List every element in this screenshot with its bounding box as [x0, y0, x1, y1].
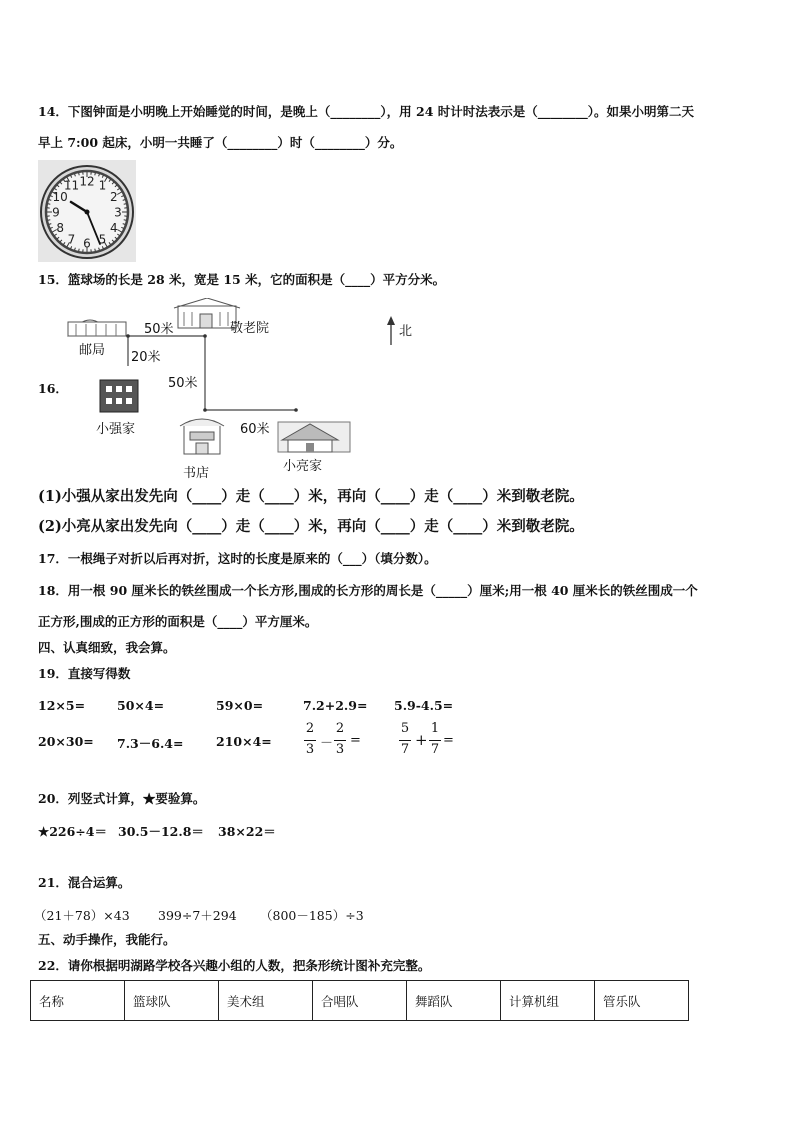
- q20-item-1: ★226÷4＝: [38, 824, 107, 839]
- table-cell: 合唱队: [313, 981, 407, 1021]
- q19-r1-4: 7.2+2.9=: [303, 698, 368, 713]
- clock-number: 4: [109, 221, 118, 235]
- table-row: [31, 981, 689, 1021]
- distance-60m: 60米: [240, 422, 270, 437]
- clock-tick: [124, 204, 126, 205]
- xiaoliang-home-icon: [278, 422, 350, 452]
- distance-50m-top: 50米: [144, 322, 174, 337]
- q16-sub1: (1)小强从家出发先向（____）走（____）米，再向（____）走（____）米到敬老院。: [38, 488, 584, 505]
- north-arrow-icon: [386, 316, 396, 346]
- clock-number: 9: [52, 205, 60, 220]
- table-cell: 名称: [31, 981, 125, 1021]
- q19-r2-1: 20×30=: [38, 734, 94, 749]
- clock-number: 2: [109, 190, 118, 204]
- nursing-home-label: 敬老院: [230, 321, 270, 336]
- table-cell: 舞蹈队: [407, 981, 501, 1021]
- clock-number: 3: [114, 205, 122, 220]
- clock-tick: [79, 249, 80, 251]
- q21-title: 21．混合运算。: [38, 875, 131, 890]
- clock-number: 1: [98, 178, 107, 193]
- xiaoqiang-home-label: 小强家: [96, 422, 136, 437]
- q15-text: 15．篮球场的长是 28 米，宽是 15 米，它的面积是（____）平方分米。: [38, 272, 446, 287]
- q19-r1-5: 5.9-4.5=: [394, 698, 454, 713]
- clock-number: 10: [52, 190, 68, 204]
- q17-text: 17．一根绳子对折以后再对折，这时的长度是原来的（___）（填分数）。: [38, 551, 437, 566]
- q22-title: 22．请你根据明湖路学校各兴趣小组的人数，把条形统计图补充完整。: [38, 958, 431, 973]
- q18-line2: 正方形,围成的正方形的面积是（____）平方厘米。: [38, 614, 318, 629]
- interest-group-table: [30, 980, 689, 1021]
- q19-r2-3: 210×4=: [216, 734, 272, 749]
- clock-image: [38, 160, 136, 262]
- q21-item-2: 399÷7＋294: [158, 908, 237, 923]
- xiaoqiang-home-icon: [100, 380, 138, 412]
- xiaoliang-home-label: 小亮家: [283, 459, 323, 474]
- q16-sub2: (2)小亮从家出发先向（____）走（____）米，再向（____）走（____）米到敬老院。: [38, 518, 584, 535]
- bookstore-icon: [180, 419, 224, 454]
- q18-line1: 18．用一根 90 厘米长的铁丝围成一个长方形,围成的长方形的周长是（_____）厘米;用一根 40 厘米长的铁丝围成一个: [38, 583, 698, 598]
- clock-number: 7: [67, 232, 76, 247]
- clock-tick: [48, 204, 50, 205]
- section5-heading: 五、动手操作，我能行。: [38, 932, 176, 947]
- q21-item-3: （800－185）÷3: [260, 908, 364, 923]
- clock-tick: [95, 173, 96, 175]
- plus-op: +: [415, 731, 428, 749]
- table-cell: 篮球队: [125, 981, 219, 1021]
- clock-number: 8: [56, 221, 65, 235]
- q20-title: 20．列竖式计算，★要验算。: [38, 791, 206, 806]
- clock-number: 11: [63, 178, 80, 193]
- q19-title: 19．直接写得数: [38, 666, 131, 681]
- equals-1: =: [350, 733, 361, 748]
- clock-tick: [95, 249, 96, 251]
- q20-item-2: 30.5－12.8＝: [118, 824, 204, 839]
- distance-20m: 20米: [131, 350, 161, 365]
- section4-heading: 四、认真细致，我会算。: [38, 640, 176, 655]
- minus-op: －: [320, 736, 334, 751]
- equals-2: =: [443, 733, 454, 748]
- post-office-label: 邮局: [79, 343, 106, 358]
- table-cell: 美术组: [219, 981, 313, 1021]
- bookstore-label: 书店: [183, 466, 210, 481]
- q19-r2-2: 7.3－6.4=: [117, 736, 184, 751]
- clock-number: 5: [98, 232, 107, 247]
- q19-r1-1: 12×5=: [38, 698, 86, 713]
- q21-item-1: （21＋78）×43: [34, 908, 130, 923]
- clock-number: 12: [79, 174, 95, 189]
- q19-r1-3: 59×0=: [216, 698, 264, 713]
- table-cell: 计算机组: [501, 981, 595, 1021]
- table-cell: 管乐队: [595, 981, 689, 1021]
- north-label: 北: [399, 324, 413, 339]
- q19-r1-2: 50×4=: [117, 698, 165, 713]
- clock-tick: [124, 220, 126, 221]
- clock-tick: [48, 220, 50, 221]
- q14-line2: 早上 7:00 起床，小明一共睡了（________）时（________）分。: [38, 135, 403, 150]
- q20-item-3: 38×22＝: [218, 824, 276, 839]
- post-office-icon: [68, 320, 126, 336]
- clock-number: 6: [83, 236, 91, 251]
- q14-line1: 14．下图钟面是小明晚上开始睡觉的时间，是晚上（________），用 24 时计时法表示是（________）。如果小明第二天: [38, 104, 694, 119]
- distance-50m-mid: 50米: [168, 376, 198, 391]
- q16-number: 16．: [38, 381, 68, 396]
- route-map: [60, 298, 360, 480]
